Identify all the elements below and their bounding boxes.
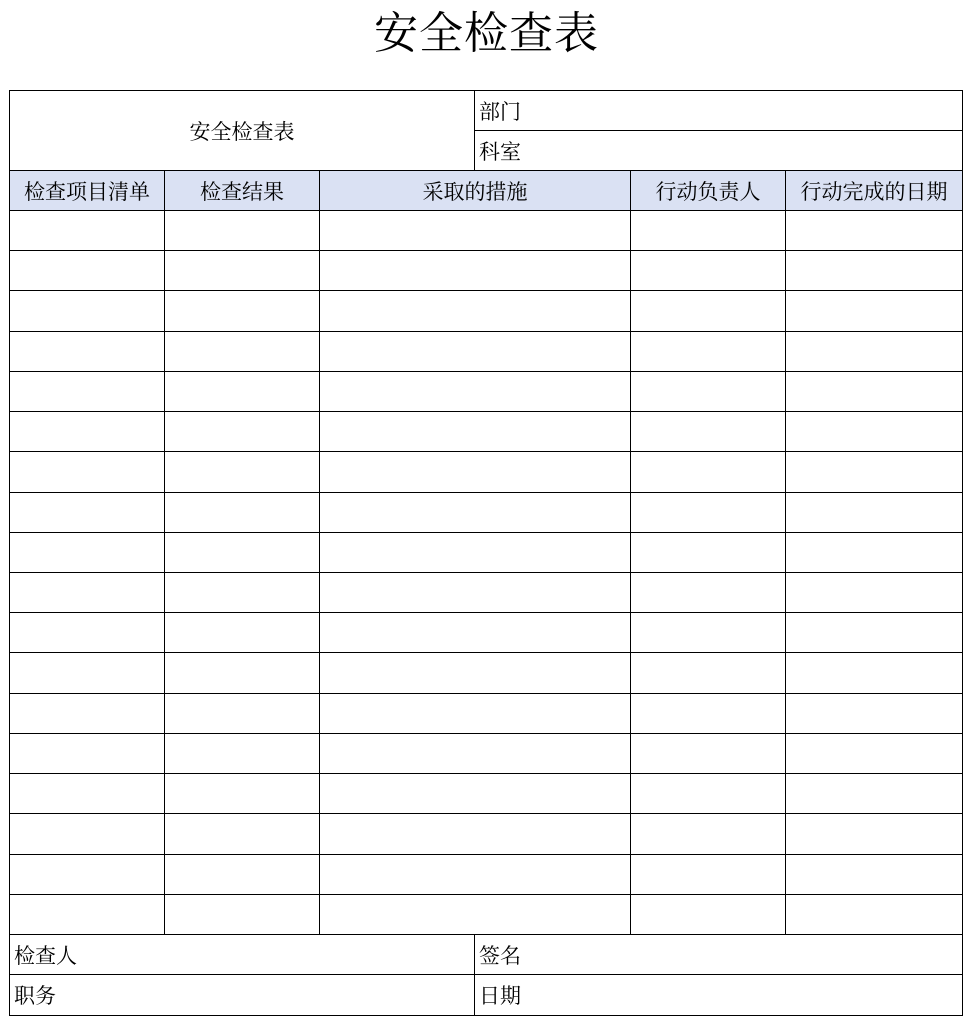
column-header-owner bbox=[631, 171, 786, 211]
cell-result[interactable] bbox=[165, 533, 320, 573]
cell-checklist[interactable] bbox=[10, 855, 165, 895]
cell-result[interactable] bbox=[165, 452, 320, 493]
position-cell[interactable] bbox=[10, 975, 475, 1015]
cell-checklist[interactable] bbox=[10, 533, 165, 573]
cell-checklist[interactable] bbox=[10, 291, 165, 332]
cell-completion-date[interactable] bbox=[786, 452, 962, 493]
section-cell[interactable] bbox=[475, 131, 962, 171]
cell-checklist[interactable] bbox=[10, 895, 165, 935]
cell-checklist[interactable] bbox=[10, 573, 165, 613]
cell-result[interactable] bbox=[165, 734, 320, 774]
cell-owner[interactable] bbox=[631, 814, 786, 855]
cell-owner[interactable] bbox=[631, 452, 786, 493]
cell-completion-date[interactable] bbox=[786, 653, 962, 694]
cell-result[interactable] bbox=[165, 895, 320, 935]
cell-completion-date[interactable] bbox=[786, 493, 962, 533]
cell-result[interactable] bbox=[165, 412, 320, 452]
date-label: 日期 bbox=[479, 984, 521, 1008]
cell-measures[interactable] bbox=[320, 412, 631, 452]
cell-owner[interactable] bbox=[631, 332, 786, 372]
cell-owner[interactable] bbox=[631, 694, 786, 734]
cell-completion-date[interactable] bbox=[786, 814, 962, 855]
cell-checklist[interactable] bbox=[10, 814, 165, 855]
form-name-text: 安全检查表 bbox=[189, 119, 295, 144]
cell-measures[interactable] bbox=[320, 814, 631, 855]
cell-completion-date[interactable] bbox=[786, 291, 962, 332]
cell-owner[interactable] bbox=[631, 895, 786, 935]
department-label: 部门 bbox=[479, 99, 521, 124]
cell-measures[interactable] bbox=[320, 573, 631, 613]
cell-measures[interactable] bbox=[320, 332, 631, 372]
cell-owner[interactable] bbox=[631, 774, 786, 814]
column-header-checklist bbox=[10, 171, 165, 211]
cell-owner[interactable] bbox=[631, 211, 786, 251]
cell-checklist[interactable] bbox=[10, 452, 165, 493]
cell-checklist[interactable] bbox=[10, 332, 165, 372]
cell-completion-date[interactable] bbox=[786, 734, 962, 774]
cell-owner[interactable] bbox=[631, 734, 786, 774]
cell-result[interactable] bbox=[165, 372, 320, 412]
position-label: 职务 bbox=[14, 984, 56, 1008]
section-label: 科室 bbox=[479, 139, 521, 164]
cell-result[interactable] bbox=[165, 332, 320, 372]
cell-completion-date[interactable] bbox=[786, 251, 962, 291]
column-header-measures bbox=[320, 171, 631, 211]
department-cell[interactable] bbox=[475, 91, 962, 131]
cell-result[interactable] bbox=[165, 251, 320, 291]
signature-cell[interactable] bbox=[475, 935, 962, 975]
cell-checklist[interactable] bbox=[10, 251, 165, 291]
cell-measures[interactable] bbox=[320, 493, 631, 533]
cell-completion-date[interactable] bbox=[786, 573, 962, 613]
safety-check-form bbox=[9, 90, 963, 1016]
inspector-label: 检查人 bbox=[14, 943, 77, 968]
cell-owner[interactable] bbox=[631, 855, 786, 895]
cell-checklist[interactable] bbox=[10, 774, 165, 814]
cell-measures[interactable] bbox=[320, 251, 631, 291]
cell-checklist[interactable] bbox=[10, 211, 165, 251]
cell-owner[interactable] bbox=[631, 573, 786, 613]
cell-checklist[interactable] bbox=[10, 694, 165, 734]
cell-result[interactable] bbox=[165, 291, 320, 332]
cell-measures[interactable] bbox=[320, 533, 631, 573]
date-cell[interactable] bbox=[475, 975, 962, 1015]
cell-result[interactable] bbox=[165, 573, 320, 613]
page-title: 安全检查表 bbox=[374, 8, 599, 59]
cell-completion-date[interactable] bbox=[786, 332, 962, 372]
cell-measures[interactable] bbox=[320, 211, 631, 251]
cell-owner[interactable] bbox=[631, 533, 786, 573]
cell-owner[interactable] bbox=[631, 291, 786, 332]
cell-checklist[interactable] bbox=[10, 734, 165, 774]
cell-owner[interactable] bbox=[631, 251, 786, 291]
cell-owner[interactable] bbox=[631, 493, 786, 533]
cell-result[interactable] bbox=[165, 774, 320, 814]
cell-completion-date[interactable] bbox=[786, 855, 962, 895]
column-header-owner-label: 行动负责人 bbox=[655, 179, 761, 204]
cell-completion-date[interactable] bbox=[786, 372, 962, 412]
inspector-cell[interactable] bbox=[10, 935, 475, 975]
cell-result[interactable] bbox=[165, 814, 320, 855]
column-header-completion-date bbox=[786, 171, 962, 211]
cell-checklist[interactable] bbox=[10, 412, 165, 452]
cell-completion-date[interactable] bbox=[786, 613, 962, 653]
cell-completion-date[interactable] bbox=[786, 694, 962, 734]
cell-measures[interactable] bbox=[320, 372, 631, 412]
column-header-completion-date-label: 行动完成的日期 bbox=[800, 179, 948, 204]
cell-measures[interactable] bbox=[320, 774, 631, 814]
column-header-result bbox=[165, 171, 320, 211]
cell-result[interactable] bbox=[165, 613, 320, 653]
signature-label: 签名 bbox=[479, 943, 521, 968]
cell-checklist[interactable] bbox=[10, 653, 165, 694]
cell-owner[interactable] bbox=[631, 613, 786, 653]
column-header-measures-label: 采取的措施 bbox=[422, 179, 528, 204]
cell-result[interactable] bbox=[165, 694, 320, 734]
cell-measures[interactable] bbox=[320, 452, 631, 493]
cell-measures[interactable] bbox=[320, 613, 631, 653]
cell-result[interactable] bbox=[165, 493, 320, 533]
cell-completion-date[interactable] bbox=[786, 533, 962, 573]
cell-completion-date[interactable] bbox=[786, 211, 962, 251]
cell-measures[interactable] bbox=[320, 734, 631, 774]
cell-measures[interactable] bbox=[320, 855, 631, 895]
cell-completion-date[interactable] bbox=[786, 774, 962, 814]
column-header-result-label: 检查结果 bbox=[200, 179, 284, 204]
cell-result[interactable] bbox=[165, 211, 320, 251]
cell-checklist[interactable] bbox=[10, 493, 165, 533]
cell-checklist[interactable] bbox=[10, 613, 165, 653]
cell-result[interactable] bbox=[165, 653, 320, 694]
cell-completion-date[interactable] bbox=[786, 412, 962, 452]
column-header-checklist-label: 检查项目清单 bbox=[24, 179, 150, 204]
cell-owner[interactable] bbox=[631, 412, 786, 452]
cell-measures[interactable] bbox=[320, 694, 631, 734]
cell-measures[interactable] bbox=[320, 291, 631, 332]
cell-measures[interactable] bbox=[320, 653, 631, 694]
cell-checklist[interactable] bbox=[10, 372, 165, 412]
form-name-cell bbox=[10, 91, 475, 171]
cell-completion-date[interactable] bbox=[786, 895, 962, 935]
cell-measures[interactable] bbox=[320, 895, 631, 935]
cell-owner[interactable] bbox=[631, 372, 786, 412]
cell-owner[interactable] bbox=[631, 653, 786, 694]
cell-result[interactable] bbox=[165, 855, 320, 895]
